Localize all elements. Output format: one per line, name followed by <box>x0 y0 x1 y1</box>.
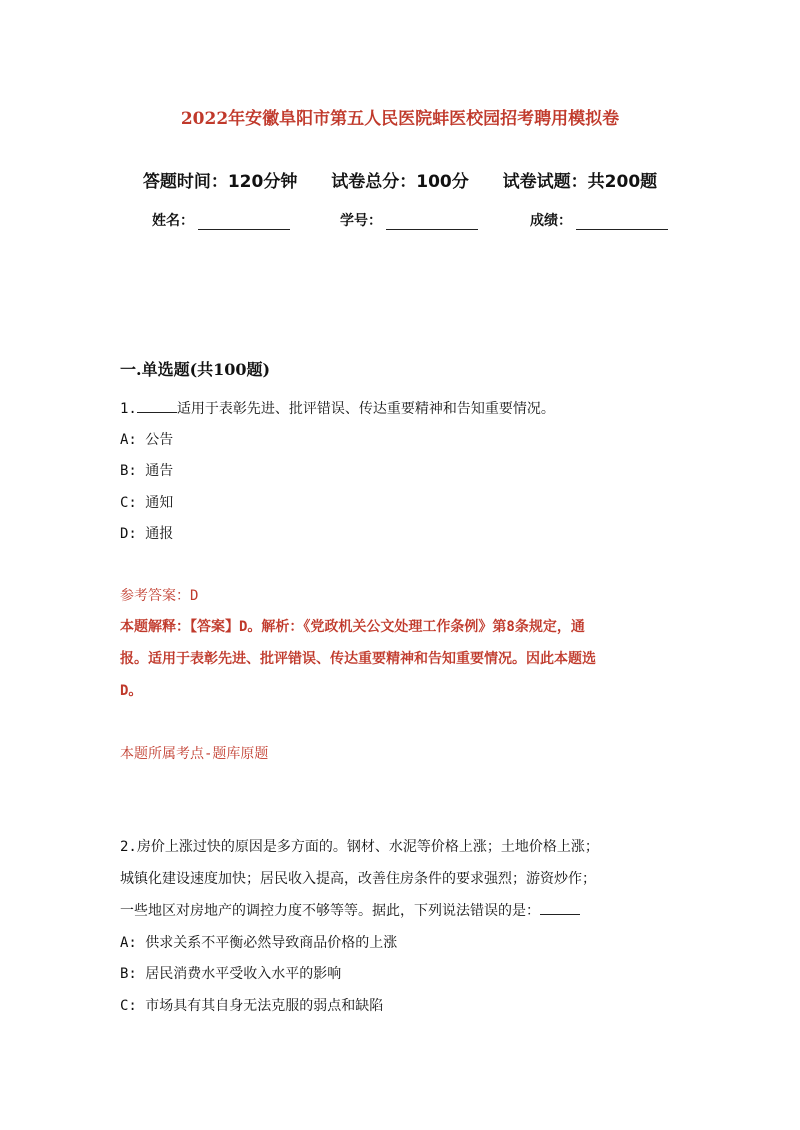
name-field <box>152 210 290 230</box>
question-1-option-d: D: 通报 <box>120 526 174 542</box>
question-2-line-2: 城镇化建设速度加快；居民收入提高，改善住房条件的要求强烈；游资炒作； <box>120 871 596 887</box>
exam-info <box>0 167 800 192</box>
score-blank <box>576 215 668 230</box>
score-field <box>530 210 668 230</box>
question-1-answer: 参考答案：D <box>120 588 199 604</box>
question-2-line-3 <box>120 900 580 920</box>
question-2-line-3-text: 一些地区对房地产的调控力度不够等等。据此，下列说法错误的是： <box>120 903 540 919</box>
question-2-option-a: A: 供求关系不平衡必然导致商品价格的上涨 <box>120 935 398 951</box>
question-1-option-b: B: 通告 <box>120 463 174 479</box>
exam-total-score: 试卷总分：100分 <box>331 172 469 192</box>
question-1-number: 1. <box>120 401 137 417</box>
question-1-text: 适用于表彰先进、批评错误、传达重要精神和告知重要情况。 <box>176 401 555 417</box>
id-label: 学号： <box>340 213 382 229</box>
question-1-option-a: A: 公告 <box>120 432 174 448</box>
exam-question-count: 试卷试题：共200题 <box>502 172 658 192</box>
question-1-stem <box>120 398 555 418</box>
question-1-blank <box>137 400 177 413</box>
question-1-source: 本题所属考点-题库原题 <box>120 746 269 762</box>
name-label: 姓名： <box>152 213 194 229</box>
score-label: 成绩： <box>530 213 572 229</box>
question-2-line-1: 2.房价上涨过快的原因是多方面的。钢材、水泥等价格上涨；土地价格上涨； <box>120 839 599 855</box>
id-field <box>340 210 478 230</box>
question-2-blank <box>540 902 580 915</box>
question-1-explanation-line-2: 报。适用于表彰先进、批评错误、传达重要精神和告知重要情况。因此本题选 <box>120 651 596 667</box>
question-1-explanation-line-1: 本题解释：【答案】D。解析：《党政机关公文处理工作条例》第8条规定，通 <box>120 619 585 635</box>
question-1-option-c: C: 通知 <box>120 495 174 511</box>
question-2-option-b: B: 居民消费水平受收入水平的影响 <box>120 966 342 982</box>
page-title: 2022年安徽阜阳市第五人民医院蚌医校园招考聘用模拟卷 <box>180 109 620 129</box>
name-blank <box>198 215 290 230</box>
section-title: 一.单选题(共100题) <box>120 360 271 379</box>
id-blank <box>386 215 478 230</box>
question-1-explanation-line-3: D。 <box>120 683 143 699</box>
exam-time: 答题时间：120分钟 <box>142 172 298 192</box>
question-2-option-c: C: 市场具有其自身无法克服的弱点和缺陷 <box>120 998 384 1014</box>
